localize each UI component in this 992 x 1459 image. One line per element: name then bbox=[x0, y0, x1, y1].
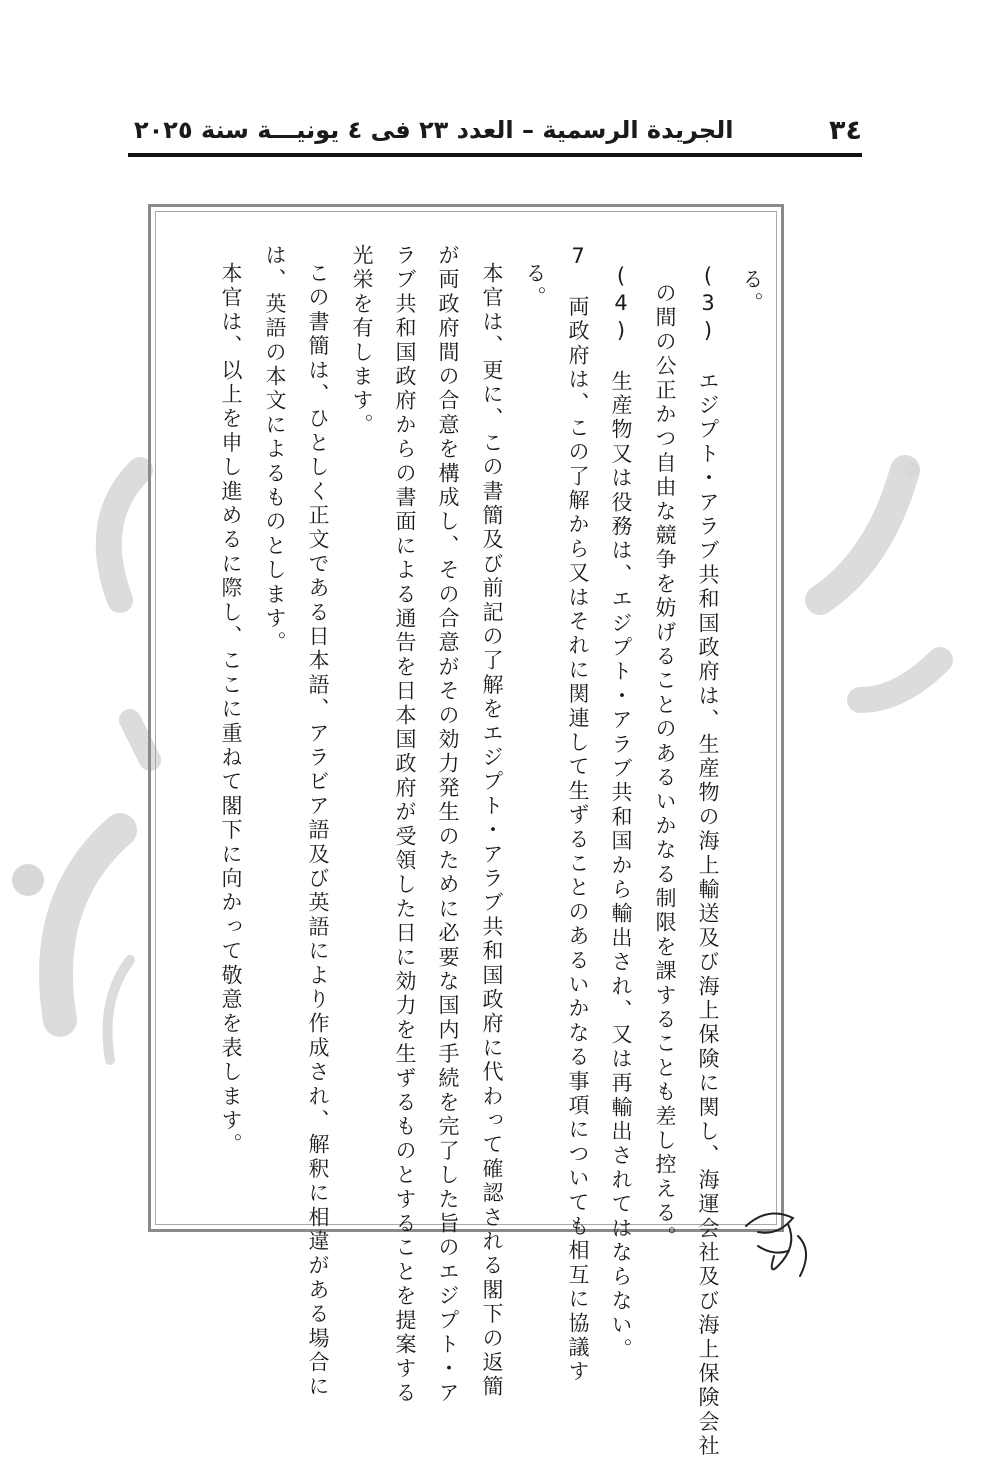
gazette-header bbox=[128, 108, 862, 152]
text-column-10: 光栄を有します。 bbox=[350, 244, 374, 438]
text-column-7: 本官は、更に、この書簡及び前記の了解をエジプト・アラブ共和国政府に代わって確認される閣下の返簡 bbox=[480, 262, 504, 1400]
text-column-11: この書簡は、ひとしく正文である日本語、アラビア語及び英語により作成され、解釈に相違がある場合に bbox=[306, 262, 330, 1400]
text-column-12: は、英語の本文によるものとします。 bbox=[263, 244, 287, 656]
text-column-1: る。 bbox=[740, 268, 764, 317]
handwritten-signature bbox=[738, 1196, 828, 1286]
text-column-13: 本官は、以上を申し進めるに際し、ここに重ねて閣下に向かって敬意を表します。 bbox=[219, 262, 243, 1158]
text-column-3: の間の公正かつ自由な競争を妨げることのあるいかなる制限を課することも差し控える。 bbox=[653, 282, 677, 1250]
page-number: ٣٤ bbox=[829, 114, 862, 146]
document-frame-inner bbox=[155, 211, 777, 1225]
text-column-9: ラブ共和国政府からの書面による通告を日本国政府が受領した日に効力を生ずるものとすることを提案する bbox=[393, 244, 417, 1406]
text-column-8: が両政府間の合意を構成し、その合意がその効力発生のために必要な国内手続を完了した旨のエジプト・ア bbox=[436, 244, 460, 1406]
header-rule bbox=[128, 153, 862, 157]
text-column-4: (4) 生産物又は役務は、エジプト・アラブ共和国から輸出され、又は再輸出されてはならない。 bbox=[609, 264, 633, 1362]
header-title: الجريدة الرسمية – العدد ٢٣ فى ٤ يونيـــة سنة ٢٠٢٥ bbox=[134, 116, 734, 144]
text-column-5: 7 両政府は、この了解から又はそれに関連して生ずることのあるいかなる事項についても相互に協議す bbox=[566, 244, 590, 1385]
text-column-6: る。 bbox=[523, 262, 547, 311]
text-column-2: (3) エジプト・アラブ共和国政府は、生産物の海上輸送及び海上保険に関し、海運会社及び海上保険会社 bbox=[696, 264, 720, 1459]
